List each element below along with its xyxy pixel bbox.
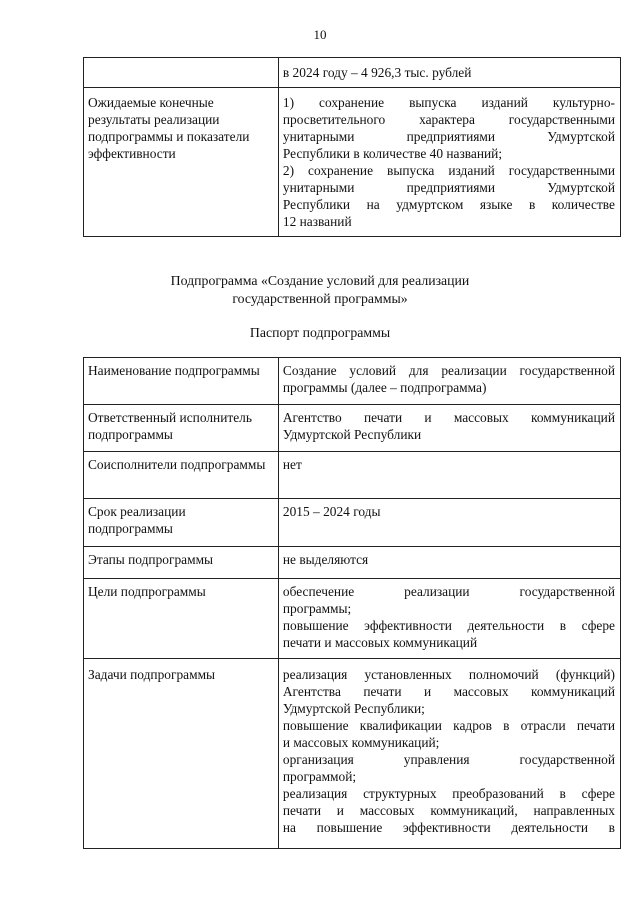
value-line: унитарными предприятиями Удмуртской [282,180,615,195]
value-line: не выделяются [282,552,369,567]
value-line: и массовых коммуникаций; [282,735,440,750]
row-value [278,405,620,452]
table-row [84,579,621,659]
value-line: печати и массовых коммуникаций, направленных [282,803,615,818]
row-label: Цели подпрограммы [84,579,279,659]
row-value [278,452,620,499]
row-value [278,579,620,659]
value-line: 12 названий [282,214,352,229]
table-row [84,659,621,849]
table-row [84,88,621,237]
row-label: Ответственный исполнитель подпрограммы [84,405,279,452]
passport-title: Паспорт подпрограммы [249,325,391,340]
row-label: Этапы подпрограммы [84,547,279,579]
value-line: Агентства печати и массовых коммуникаций [282,684,615,699]
value-line: обеспечение реализации государственной [282,584,615,599]
row-value [278,499,620,547]
table-row [84,405,621,452]
results-table [83,57,621,237]
row-label: Задачи подпрограммы [84,659,279,849]
table-row [84,452,621,499]
value-line: повышение эффективности деятельности в сфере [282,618,615,633]
value-line: 2015 – 2024 годы [282,504,381,519]
row-value [278,58,620,88]
row-label: Соисполнители подпрограммы [84,452,279,499]
value-line: программы (далее – подпрограмма) [282,380,487,395]
value-line: Удмуртской Республики; [282,701,425,716]
value-line: организация управления государственной [282,752,615,767]
table-row [84,358,621,405]
table-row [84,58,621,88]
value-line: нет [282,457,302,472]
row-value [278,659,620,849]
value-line: Республики на удмуртском языке в количестве [282,197,615,212]
table-row [84,499,621,547]
passport-table [83,357,621,849]
row-value [278,547,620,579]
value-line: печати и массовых коммуникаций [282,635,478,650]
value-line: Республики в количестве 40 названий; [282,146,503,161]
value-line: Удмуртской Республики [282,427,422,442]
page-number: 10 [313,27,327,42]
row-label: Ожидаемые конечные результаты реализации подпрограммы и показатели эффективности [84,88,279,237]
row-label: Срок реализации подпрограммы [84,499,279,547]
value-line: Создание условий для реализации государственной [282,363,615,378]
value-line: на повышение эффективности деятельности в [282,820,615,835]
row-label [84,58,279,88]
value-line: просветительного характера государственными [282,112,615,127]
table-row [84,547,621,579]
value-line: в 2024 году – 4 926,3 тыс. рублей [282,65,472,80]
subprogram-title-line1: Подпрограмма «Создание условий для реализации [170,273,470,288]
row-value [278,358,620,405]
value-line: программы; [282,601,352,616]
value-line: 2) сохранение выпуска изданий государственными [282,163,615,178]
row-label: Наименование подпрограммы [84,358,279,405]
value-line: повышение квалификации кадров в отрасли печати [282,718,615,733]
row-value [278,88,620,237]
subprogram-title-line2: государственной программы» [232,291,408,306]
value-line: реализация установленных полномочий (функций) [282,667,615,682]
value-line: программой; [282,769,357,784]
value-line: реализация структурных преобразований в сфере [282,786,615,801]
value-line: Агентство печати и массовых коммуникаций [282,410,615,425]
value-line: 1) сохранение выпуска изданий культурно- [282,95,615,110]
value-line: унитарными предприятиями Удмуртской [282,129,615,144]
